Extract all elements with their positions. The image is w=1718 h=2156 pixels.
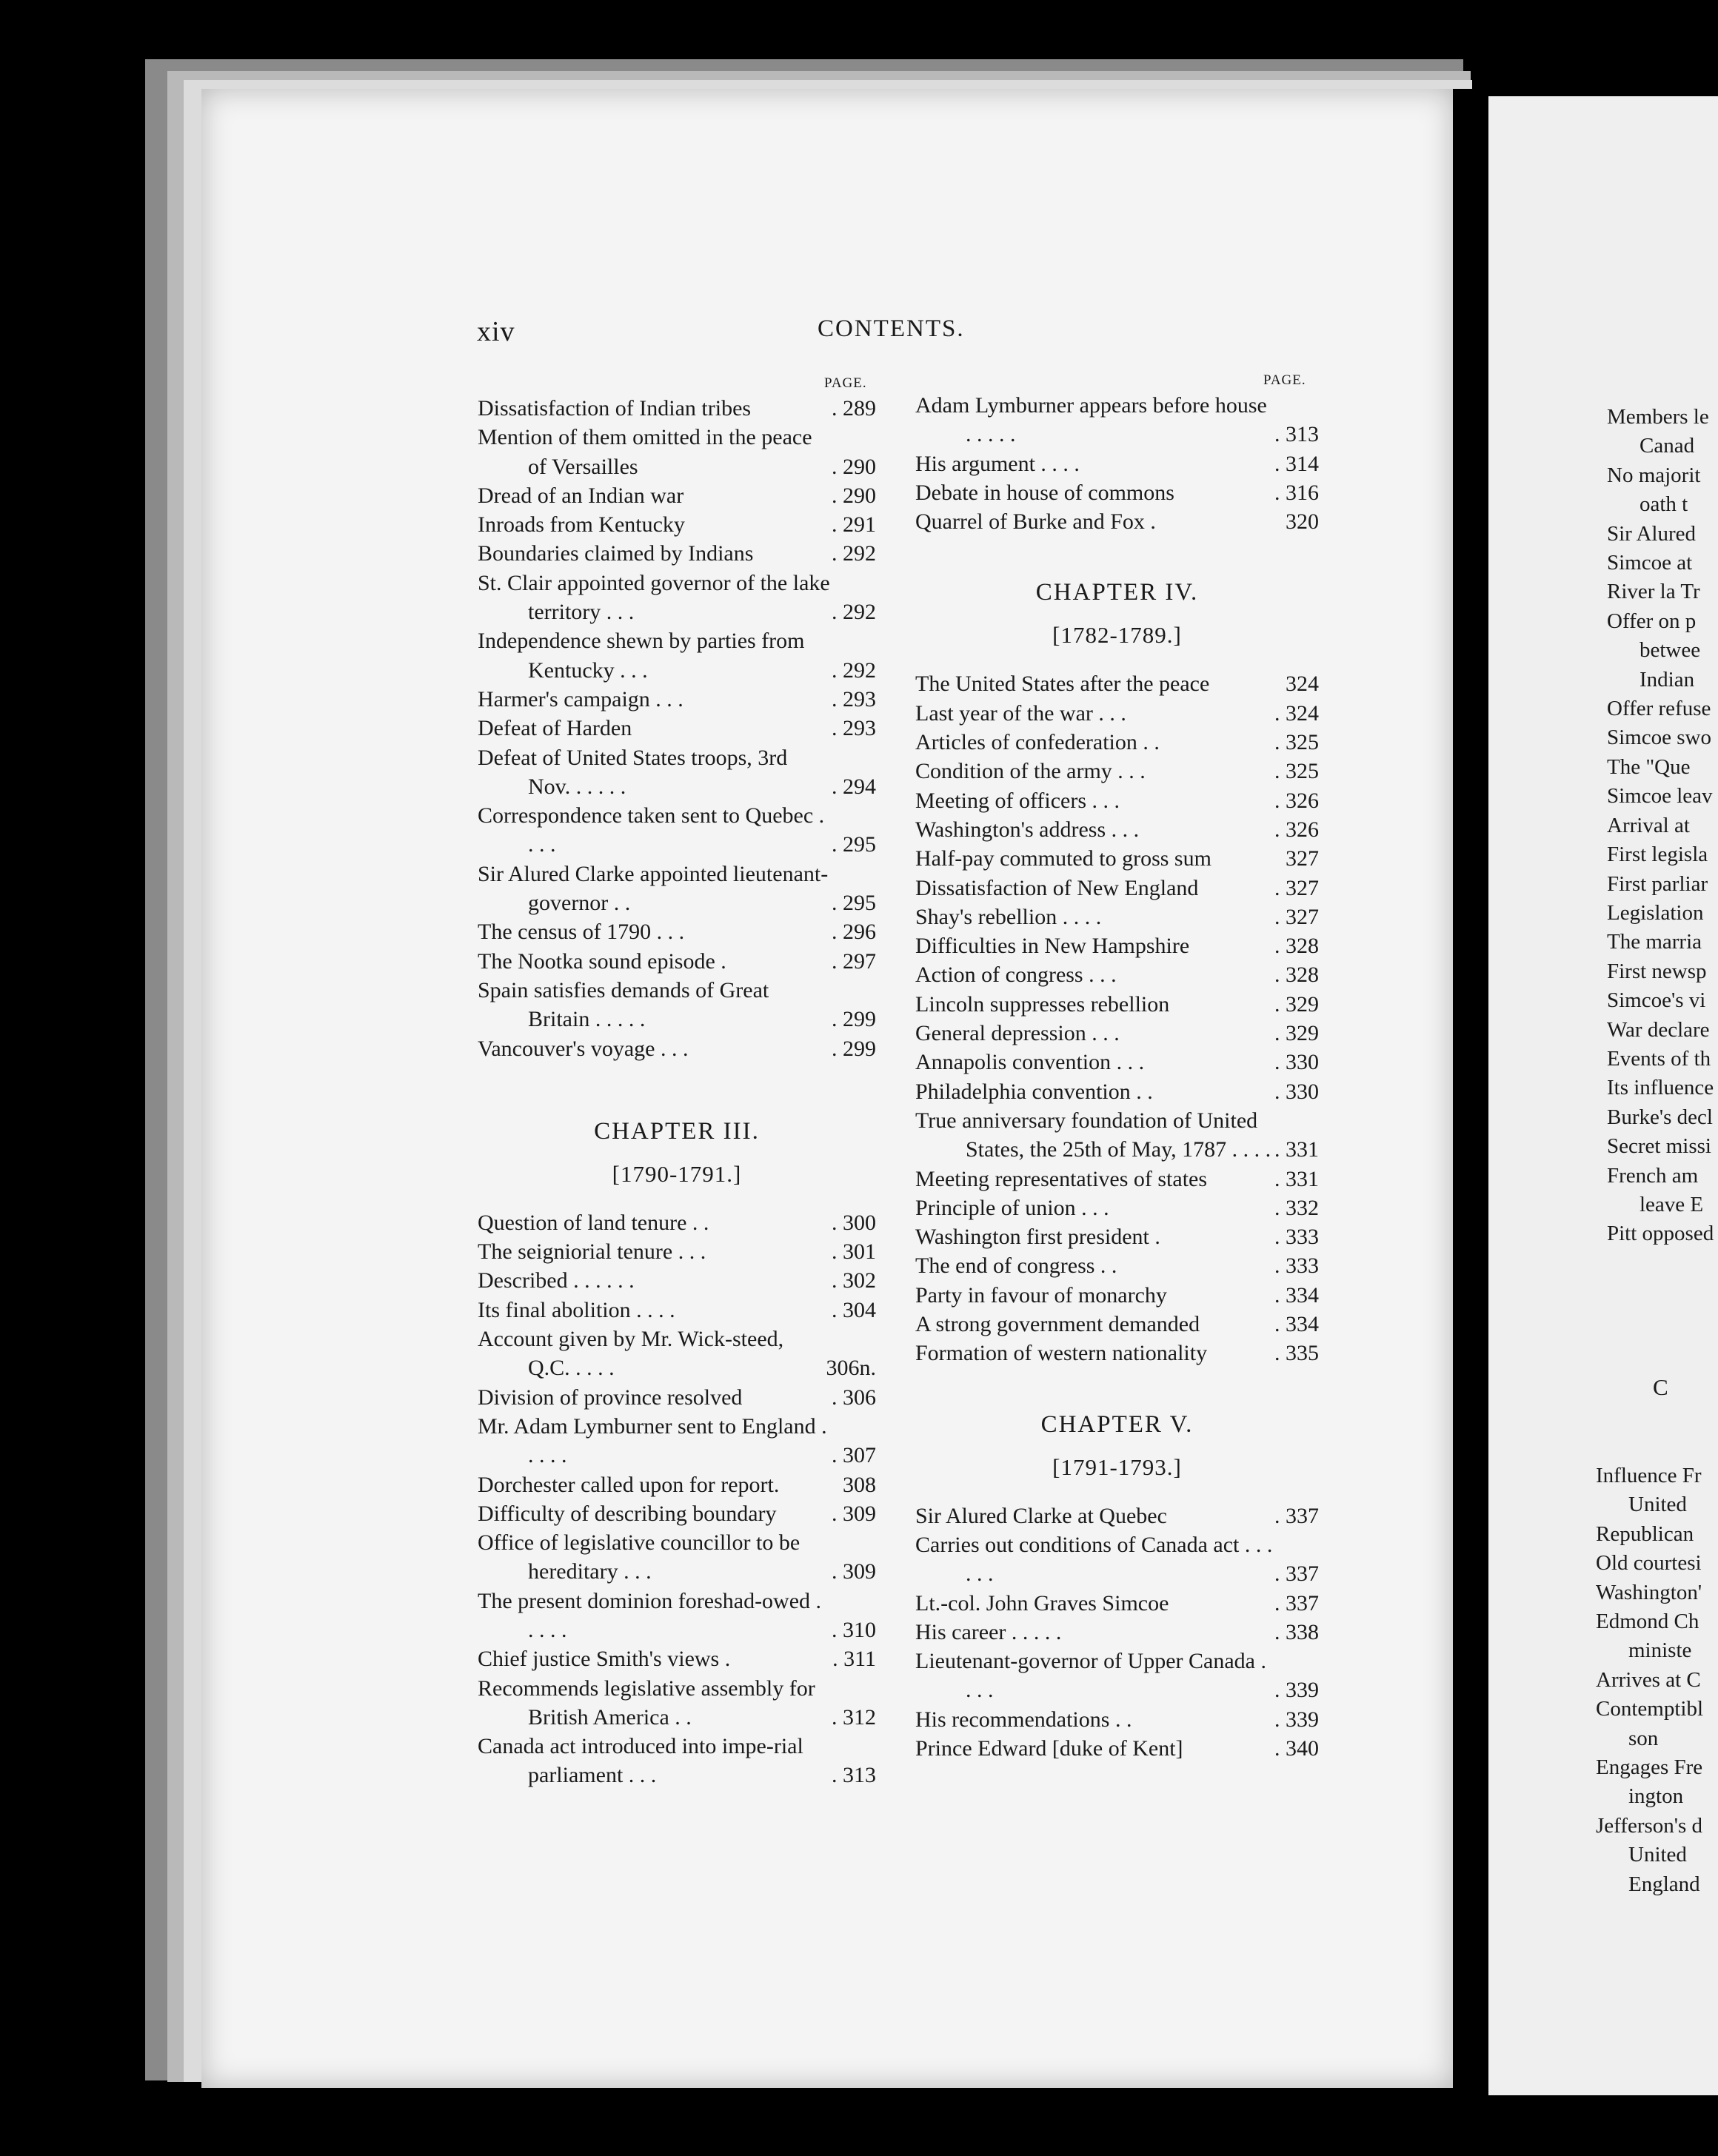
contents-entry bbox=[478, 1237, 876, 1266]
contents-entry bbox=[915, 1194, 1319, 1222]
entry-page-number: . 334 bbox=[1274, 1312, 1319, 1337]
facing-page-entry-fragment: Simcoe swo bbox=[1607, 726, 1711, 750]
entry-page-number: 306n. bbox=[826, 1356, 876, 1381]
facing-page-entry-fragment: Events of th bbox=[1607, 1046, 1711, 1071]
entry-page-number: . 325 bbox=[1274, 730, 1319, 755]
entry-page-number: . 290 bbox=[832, 483, 876, 508]
entry-page-number: . 324 bbox=[1274, 700, 1319, 726]
entry-title: A strong government demanded bbox=[915, 1312, 1200, 1337]
entry-page-number: . 313 bbox=[1274, 422, 1319, 447]
entry-title: The present dominion foreshad-owed . . . . . bbox=[478, 1588, 822, 1642]
entry-title: Articles of confederation . . bbox=[915, 730, 1160, 755]
entry-page-number: . 339 bbox=[1274, 1678, 1319, 1703]
entry-title: Harmer's campaign . . . bbox=[478, 686, 683, 712]
contents-entry bbox=[478, 947, 876, 976]
facing-page-entry-fragment: Engages Fre bbox=[1596, 1755, 1703, 1780]
contents-entry bbox=[915, 874, 1319, 903]
contents-entry bbox=[478, 1499, 876, 1528]
facing-page-entry-fragment: Simcoe leav bbox=[1607, 784, 1713, 808]
contents-entry bbox=[915, 1618, 1319, 1647]
entry-page-number: . 334 bbox=[1274, 1282, 1319, 1308]
entry-page-number: . 337 bbox=[1274, 1561, 1319, 1587]
right-page bbox=[1488, 96, 1718, 2095]
contents-entry bbox=[478, 1644, 876, 1673]
entry-title: Vancouver's voyage . . . bbox=[478, 1036, 689, 1061]
entry-title: Account given by Mr. Wick-steed, Q.C. . . . . bbox=[478, 1327, 784, 1381]
entry-page-number: . 295 bbox=[832, 891, 876, 916]
facing-page-entry-fragment: leave E bbox=[1640, 1192, 1704, 1216]
entry-page-number: . 289 bbox=[832, 396, 876, 421]
entry-page-number: . 333 bbox=[1274, 1225, 1319, 1250]
entry-title: Canada act introduced into impe-rial parliament . . . bbox=[478, 1734, 803, 1788]
entry-title: Shay's rebellion . . . . bbox=[915, 904, 1102, 929]
entry-title: Chief justice Smith's views . bbox=[478, 1647, 731, 1672]
facing-page-entry-fragment: The marria bbox=[1607, 930, 1702, 954]
contents-entry bbox=[478, 1296, 876, 1325]
facing-page-entry-fragment: Indian bbox=[1640, 667, 1695, 692]
contents-entry bbox=[478, 1528, 876, 1587]
entry-page-number: . 300 bbox=[832, 1210, 876, 1235]
contents-entry bbox=[478, 569, 876, 627]
entry-page-number: . 329 bbox=[1274, 1021, 1319, 1046]
entry-title: Dread of an Indian war bbox=[478, 483, 684, 508]
facing-page-entry-fragment: Simcoe at bbox=[1607, 551, 1693, 575]
facing-page-entry-fragment: ministe bbox=[1628, 1638, 1692, 1663]
facing-page-entry-fragment: First legisla bbox=[1607, 843, 1708, 867]
entry-title: Lt.-col. John Graves Simcoe bbox=[915, 1590, 1169, 1616]
contents-entry bbox=[478, 1034, 876, 1063]
entry-page-number: . 332 bbox=[1274, 1195, 1319, 1220]
contents-entry bbox=[478, 1674, 876, 1732]
contents-entry bbox=[915, 786, 1319, 815]
facing-page-entry-fragment: Simcoe's vi bbox=[1607, 988, 1706, 1013]
entry-page-number: . 330 bbox=[1274, 1050, 1319, 1075]
entry-title: Lincoln suppresses rebellion bbox=[915, 991, 1170, 1017]
entry-title: The seigniorial tenure . . . bbox=[478, 1239, 706, 1265]
entry-title: Principle of union . . . bbox=[915, 1195, 1109, 1220]
facing-page-entry-fragment: Contemptibl bbox=[1596, 1697, 1703, 1721]
entry-title: Mr. Adam Lymburner sent to England . . . . . bbox=[478, 1413, 827, 1468]
contents-column-right bbox=[915, 391, 1319, 1763]
entry-title: Inroads from Kentucky bbox=[478, 512, 685, 538]
contents-entry bbox=[478, 976, 876, 1034]
entry-page-number: . 307 bbox=[832, 1443, 876, 1468]
entry-title: Meeting of officers . . . bbox=[915, 788, 1120, 813]
contents-entry bbox=[915, 478, 1319, 507]
contents-entry bbox=[478, 1470, 876, 1499]
contents-entry bbox=[478, 1412, 876, 1470]
contents-entry bbox=[915, 990, 1319, 1019]
entry-page-number: . 297 bbox=[832, 948, 876, 974]
facing-page-entry-fragment: War declare bbox=[1607, 1017, 1710, 1042]
entry-page-number: . 301 bbox=[832, 1239, 876, 1265]
contents-entry bbox=[478, 1325, 876, 1383]
entry-page-number: 308 bbox=[843, 1472, 876, 1497]
entry-title: Formation of western nationality bbox=[915, 1341, 1208, 1366]
entry-page-number: . 335 bbox=[1274, 1341, 1319, 1366]
entry-title: Carries out conditions of Canada act . . . . . . bbox=[915, 1532, 1273, 1587]
contents-entry bbox=[478, 685, 876, 714]
contents-entry bbox=[915, 1339, 1319, 1367]
facing-page-entry-fragment: First newsp bbox=[1607, 959, 1707, 983]
entry-title: Dissatisfaction of Indian tribes bbox=[478, 396, 752, 421]
contents-entry bbox=[915, 1647, 1319, 1705]
contents-entry bbox=[915, 1281, 1319, 1310]
entry-page-number: . 333 bbox=[1274, 1253, 1319, 1279]
contents-column-left bbox=[478, 394, 876, 1790]
entry-page-number: . 339 bbox=[1274, 1707, 1319, 1732]
facing-page-entry-fragment: Its influence bbox=[1607, 1076, 1714, 1100]
contents-entry bbox=[478, 1266, 876, 1295]
entry-title: Meeting representatives of states bbox=[915, 1166, 1208, 1191]
contents-entry bbox=[915, 757, 1319, 786]
entry-page-number: . 331 bbox=[1274, 1137, 1319, 1162]
facing-page-entry-fragment: oath t bbox=[1640, 492, 1688, 517]
facing-page-entry-fragment: United bbox=[1628, 1843, 1687, 1867]
facing-page-entry-fragment: Jefferson's d bbox=[1596, 1813, 1703, 1838]
entry-page-number: . 326 bbox=[1274, 817, 1319, 842]
entry-page-number: . 293 bbox=[832, 716, 876, 741]
entry-title: Adam Lymburner appears before house . . . . . bbox=[915, 393, 1267, 447]
facing-page-entry-fragment: Offer on p bbox=[1607, 609, 1697, 633]
page-title: CONTENTS. bbox=[818, 315, 965, 342]
facing-page-entry-fragment: Burke's decl bbox=[1607, 1105, 1713, 1129]
contents-entry bbox=[915, 960, 1319, 989]
contents-entry bbox=[915, 1106, 1319, 1165]
contents-entry bbox=[478, 539, 876, 568]
entry-title: The end of congress . . bbox=[915, 1253, 1117, 1279]
contents-entry bbox=[915, 1222, 1319, 1251]
contents-entry bbox=[915, 699, 1319, 728]
chapter-heading: CHAPTER III. bbox=[594, 1117, 760, 1145]
contents-entry bbox=[478, 1587, 876, 1645]
contents-entry bbox=[478, 917, 876, 946]
contents-entry bbox=[478, 1208, 876, 1237]
entry-title: Difficulties in New Hampshire bbox=[915, 934, 1190, 959]
entry-title: Recommends legislative assembly for British America . . bbox=[478, 1675, 815, 1730]
entry-page-number: 324 bbox=[1286, 672, 1319, 697]
entry-title: His argument . . . . bbox=[915, 451, 1080, 476]
entry-page-number: . 331 bbox=[1274, 1166, 1319, 1191]
right-page-bottom-list bbox=[1596, 1462, 1703, 1899]
facing-page-entry-fragment: Canad bbox=[1640, 434, 1695, 458]
entry-title: Difficulty of describing boundary bbox=[478, 1501, 777, 1526]
entry-title: Defeat of Harden bbox=[478, 716, 632, 741]
entry-title: The census of 1790 . . . bbox=[478, 920, 685, 945]
facing-page-entry-fragment: French am bbox=[1607, 1163, 1699, 1188]
entry-page-number: . 292 bbox=[832, 657, 876, 683]
entry-page-number: . 312 bbox=[832, 1704, 876, 1730]
contents-entry bbox=[915, 1530, 1319, 1589]
contents-entry bbox=[915, 1165, 1319, 1194]
entry-title: Action of congress . . . bbox=[915, 962, 1117, 988]
entry-page-number: . 337 bbox=[1274, 1590, 1319, 1616]
contents-entry bbox=[915, 1077, 1319, 1106]
contents-entry bbox=[915, 844, 1319, 873]
book-gutter bbox=[1453, 89, 1488, 2088]
entry-page-number: . 299 bbox=[832, 1036, 876, 1061]
contents-entry bbox=[915, 507, 1319, 536]
page-column-heading: PAGE. bbox=[1263, 372, 1306, 388]
entry-title: Division of province resolved bbox=[478, 1385, 743, 1410]
entry-title: Spain satisfies demands of Great Britain . . . . . bbox=[478, 977, 769, 1032]
entry-title: Question of land tenure . . bbox=[478, 1210, 709, 1235]
entry-page-number: 327 bbox=[1286, 846, 1319, 871]
contents-entry bbox=[478, 860, 876, 918]
entry-page-number: . 311 bbox=[832, 1647, 876, 1672]
contents-entry bbox=[478, 714, 876, 743]
contents-entry bbox=[915, 728, 1319, 757]
entry-title: His career . . . . . bbox=[915, 1619, 1062, 1644]
entry-page-number: . 302 bbox=[832, 1268, 876, 1293]
entry-page-number: . 309 bbox=[832, 1501, 876, 1526]
entry-title: Washington's address . . . bbox=[915, 817, 1140, 842]
entry-title: Dorchester called upon for report. bbox=[478, 1472, 780, 1497]
entry-title: Described . . . . . . bbox=[478, 1268, 635, 1293]
entry-title: Its final abolition . . . . bbox=[478, 1297, 675, 1322]
right-page-top-list bbox=[1607, 403, 1714, 1249]
entry-page-number: . 310 bbox=[832, 1617, 876, 1642]
facing-page-entry-fragment: First parliar bbox=[1607, 871, 1708, 896]
contents-entry bbox=[478, 510, 876, 539]
facing-page-entry-fragment: Washington' bbox=[1596, 1580, 1702, 1604]
entry-title: Dissatisfaction of New England bbox=[915, 875, 1199, 900]
entry-title: Mention of them omitted in the peace of Versailles bbox=[478, 425, 812, 479]
facing-page-entry-fragment: England bbox=[1628, 1872, 1700, 1896]
entry-page-number: . 295 bbox=[832, 832, 876, 857]
entry-page-number: . 293 bbox=[832, 686, 876, 712]
entry-page-number: . 314 bbox=[1274, 451, 1319, 476]
entry-title: Philadelphia convention . . bbox=[915, 1079, 1153, 1104]
contents-entry bbox=[478, 801, 876, 860]
contents-entry bbox=[915, 449, 1319, 478]
entry-page-number: . 306 bbox=[832, 1385, 876, 1410]
facing-page-entry-fragment: Edmond Ch bbox=[1596, 1610, 1699, 1634]
facing-page-entry-fragment: River la Tr bbox=[1607, 580, 1700, 604]
facing-page-entry-fragment: Arrives at C bbox=[1596, 1667, 1701, 1692]
entry-page-number: . 328 bbox=[1274, 962, 1319, 988]
entry-title: The Nootka sound episode . bbox=[478, 948, 726, 974]
entry-title: Half-pay commuted to gross sum bbox=[915, 846, 1211, 871]
entry-page-number: . 340 bbox=[1274, 1735, 1319, 1761]
chapter-dates: [1790-1791.] bbox=[612, 1160, 742, 1187]
page-column-heading: PAGE. bbox=[824, 375, 867, 391]
entry-title: The United States after the peace bbox=[915, 672, 1210, 697]
facing-page-entry-fragment: Legislation bbox=[1607, 900, 1704, 925]
entry-page-number: . 329 bbox=[1274, 991, 1319, 1017]
entry-page-number: . 296 bbox=[832, 920, 876, 945]
contents-entry bbox=[915, 815, 1319, 844]
facing-page-entry-fragment: Secret missi bbox=[1607, 1134, 1711, 1159]
contents-entry bbox=[478, 1732, 876, 1790]
entry-title: Lieutenant-governor of Upper Canada . . . . bbox=[915, 1649, 1266, 1703]
facing-page-entry-fragment: Republican bbox=[1596, 1521, 1694, 1546]
entry-title: Party in favour of monarchy bbox=[915, 1282, 1167, 1308]
entry-page-number: . 292 bbox=[832, 541, 876, 566]
entry-page-number: . 309 bbox=[832, 1559, 876, 1584]
contents-entry bbox=[915, 1251, 1319, 1280]
right-page-chapter-heading: C bbox=[1653, 1374, 1668, 1400]
contents-entry bbox=[915, 931, 1319, 960]
entry-title: Correspondence taken sent to Quebec . . . . bbox=[478, 803, 825, 857]
entry-title: Last year of the war . . . bbox=[915, 700, 1126, 726]
entry-title: Defeat of United States troops, 3rd Nov. . . . . . bbox=[478, 745, 788, 799]
facing-page-entry-fragment: United bbox=[1628, 1493, 1687, 1517]
entry-page-number: . 313 bbox=[832, 1763, 876, 1788]
entry-title: Condition of the army . . . bbox=[915, 759, 1146, 784]
contents-entry bbox=[478, 423, 876, 481]
contents-entry bbox=[478, 1383, 876, 1412]
entry-page-number: . 337 bbox=[1274, 1503, 1319, 1528]
entry-page-number: . 330 bbox=[1274, 1079, 1319, 1104]
chapter-heading: CHAPTER V. bbox=[1040, 1410, 1194, 1438]
facing-page-entry-fragment: ington bbox=[1628, 1784, 1684, 1809]
chapter-heading: CHAPTER IV. bbox=[1035, 579, 1199, 606]
facing-page-entry-fragment: Members le bbox=[1607, 405, 1709, 429]
entry-page-number: . 290 bbox=[832, 454, 876, 479]
entry-page-number: . 316 bbox=[1274, 480, 1319, 505]
entry-title: True anniversary foundation of United States, the 25th of May, 1787 . . . . bbox=[915, 1108, 1271, 1162]
contents-entry bbox=[915, 669, 1319, 698]
contents-entry bbox=[478, 626, 876, 685]
contents-entry bbox=[915, 1589, 1319, 1618]
entry-title: Debate in house of commons bbox=[915, 480, 1174, 505]
facing-page-entry-fragment: Pitt opposed bbox=[1607, 1222, 1714, 1246]
entry-title: Independence shewn by parties from Kentucky . . . bbox=[478, 629, 805, 683]
contents-entry bbox=[915, 1310, 1319, 1339]
entry-title: Sir Alured Clarke at Quebec bbox=[915, 1503, 1167, 1528]
contents-entry bbox=[915, 391, 1319, 449]
entry-title: Sir Alured Clarke appointed lieutenant-governor . . bbox=[478, 861, 829, 916]
entry-page-number: . 325 bbox=[1274, 759, 1319, 784]
chapter-dates: [1782-1789.] bbox=[1052, 622, 1182, 649]
facing-page-entry-fragment: No majorit bbox=[1607, 463, 1701, 487]
contents-entry bbox=[915, 1734, 1319, 1763]
facing-page-entry-fragment: Arrival at bbox=[1607, 813, 1690, 837]
entry-page-number: . 292 bbox=[832, 600, 876, 625]
entry-page-number: 320 bbox=[1286, 509, 1319, 535]
chapter-dates: [1791-1793.] bbox=[1052, 1453, 1182, 1480]
facing-page-entry-fragment: Sir Alured bbox=[1607, 521, 1697, 546]
contents-entry bbox=[915, 1502, 1319, 1530]
entry-title: His recommendations . . bbox=[915, 1707, 1132, 1732]
entry-title: General depression . . . bbox=[915, 1021, 1120, 1046]
entry-title: Annapolis convention . . . bbox=[915, 1050, 1145, 1075]
entry-page-number: . 299 bbox=[832, 1007, 876, 1032]
entry-title: Office of legislative councillor to be hereditary . . . bbox=[478, 1530, 800, 1584]
entry-title: Prince Edward [duke of Kent] bbox=[915, 1735, 1183, 1761]
entry-page-number: . 291 bbox=[832, 512, 876, 538]
contents-entry bbox=[915, 1019, 1319, 1048]
entry-page-number: . 304 bbox=[832, 1297, 876, 1322]
contents-entry bbox=[478, 481, 876, 510]
entry-title: Washington first president . bbox=[915, 1225, 1160, 1250]
entry-page-number: . 327 bbox=[1274, 875, 1319, 900]
contents-entry bbox=[915, 1705, 1319, 1734]
contents-entry bbox=[915, 903, 1319, 931]
facing-page-entry-fragment: Old courtesi bbox=[1596, 1551, 1702, 1576]
contents-entry bbox=[478, 743, 876, 802]
entry-page-number: . 326 bbox=[1274, 788, 1319, 813]
entry-page-number: . 294 bbox=[832, 774, 876, 799]
entry-page-number: . 338 bbox=[1274, 1619, 1319, 1644]
entry-page-number: . 327 bbox=[1274, 904, 1319, 929]
entry-page-number: . 328 bbox=[1274, 934, 1319, 959]
facing-page-entry-fragment: betwee bbox=[1640, 638, 1701, 663]
facing-page-entry-fragment: son bbox=[1628, 1726, 1659, 1750]
facing-page-entry-fragment: The "Que bbox=[1607, 754, 1691, 779]
page-folio: xiv bbox=[477, 316, 515, 347]
entry-title: St. Clair appointed governor of the lake territory . . . bbox=[478, 570, 830, 625]
contents-entry bbox=[478, 394, 876, 423]
entry-title: Boundaries claimed by Indians bbox=[478, 541, 754, 566]
facing-page-entry-fragment: Offer refuse bbox=[1607, 697, 1711, 721]
facing-page-entry-fragment: Influence Fr bbox=[1596, 1464, 1702, 1487]
contents-entry bbox=[915, 1048, 1319, 1077]
entry-title: Quarrel of Burke and Fox . bbox=[915, 509, 1156, 535]
